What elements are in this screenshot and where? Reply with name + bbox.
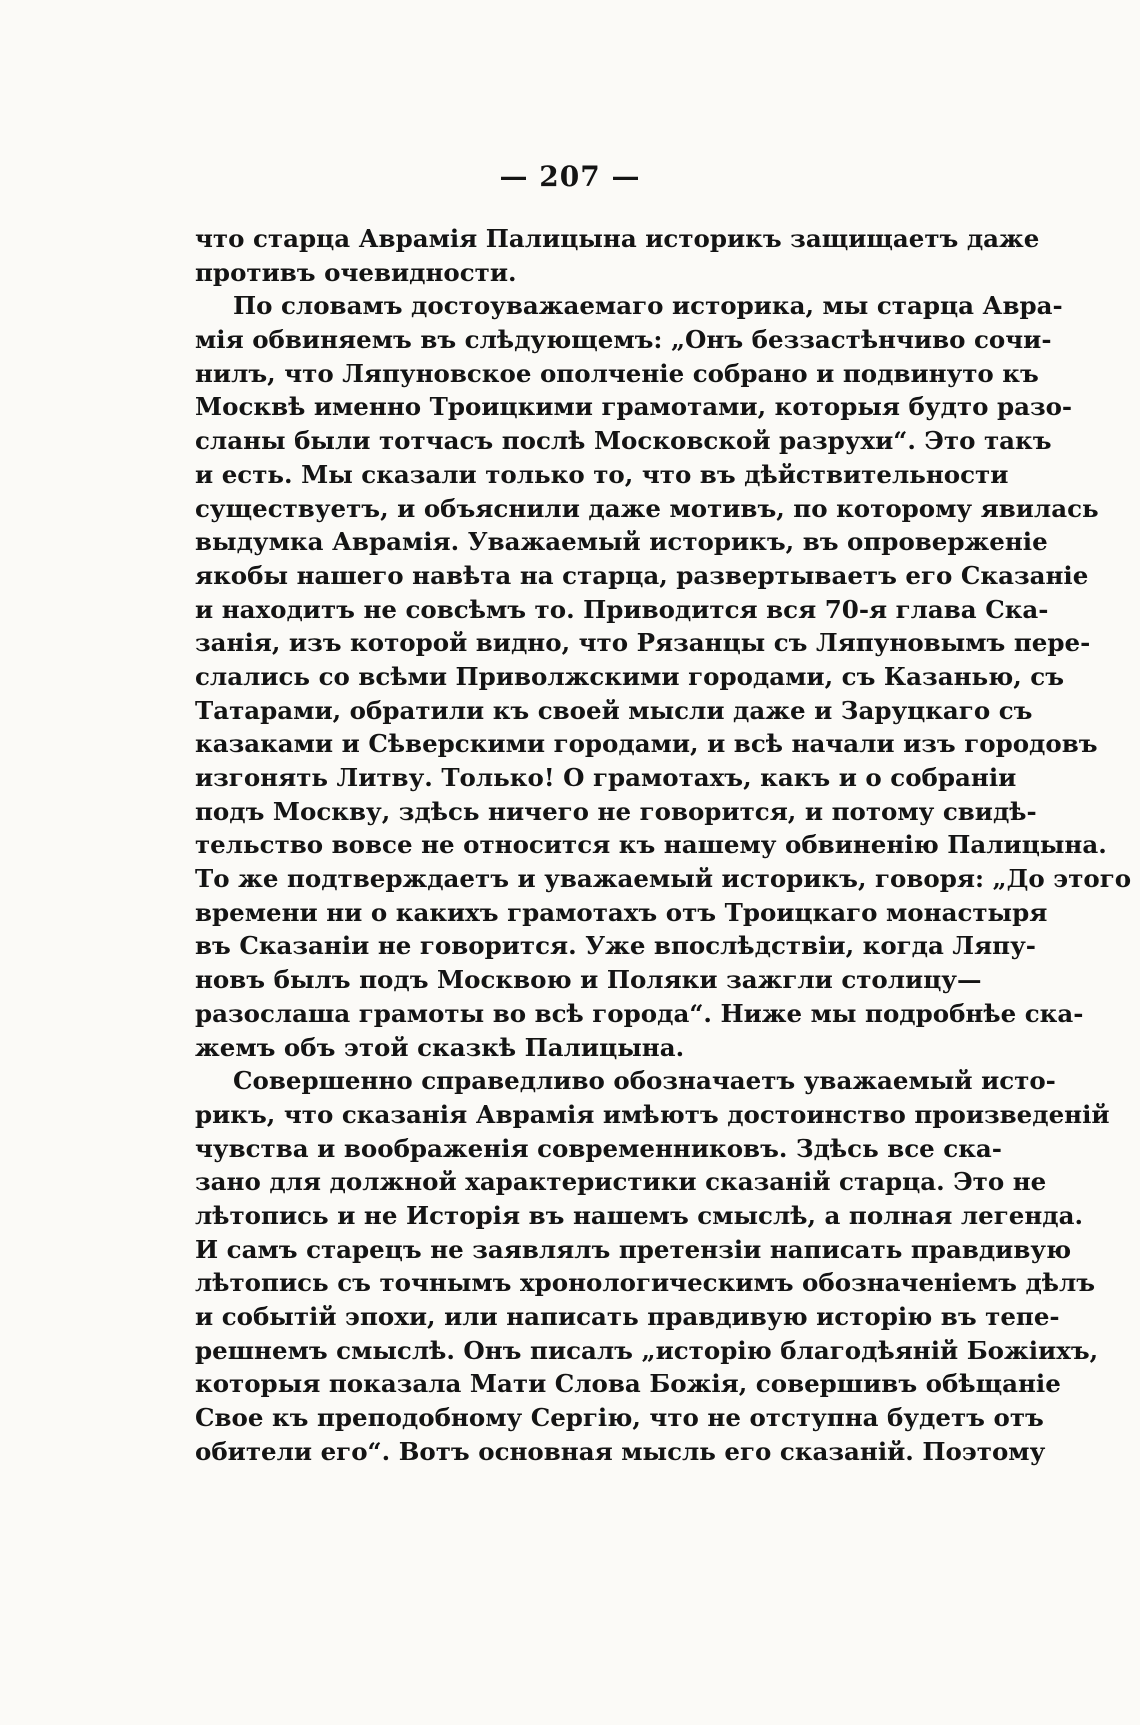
text-line: слались со всѣми Приволжскими городами, съ Казанью, съ [195,661,1065,691]
text-line: мія обвиняемъ въ слѣдующемъ: „Онъ беззастѣнчиво сочи- [195,325,1052,355]
text-line: якобы нашего навѣта на старца, развертываетъ его Сказаніе [195,560,1089,590]
text-line: Москвѣ именно Троицкими грамотами, которыя будто разо- [195,392,1073,422]
text-line: казаками и Сѣверскими городами, и всѣ начали изъ городовъ [195,729,1098,759]
page-number: — 207 — [499,160,641,193]
text-line: и есть. Мы сказали только то, что въ дѣйствительности [195,459,1009,489]
text-line: лѣтопись и не Исторія въ нашемъ смыслѣ, а полная легенда. [195,1200,1084,1230]
text-line: жемъ объ этой сказкѣ Палицына. [195,1032,685,1062]
text-line: которыя показала Мати Слова Божія, совершивъ обѣщаніе [195,1369,1061,1399]
text-line: существуетъ, и объяснили даже мотивъ, по которому явилась [195,493,1099,523]
text-line: что старца Аврамія Палицына историкъ защищаетъ даже [195,224,1040,253]
text-line: Татарами, обратили къ своей мысли даже и Заруцкаго съ [195,695,1033,725]
text-line: нилъ, что Ляпуновское ополченіе собрано и подвинуто къ [195,358,1039,388]
text-line: въ Сказаніи не говорится. Уже впослѣдствіи, когда Ляпу- [195,931,1036,961]
text-line: То же подтверждаетъ и уважаемый историкъ, говоря: „До этого [195,864,1132,894]
paragraph-start-line: Совершенно справедливо обозначаетъ уважаемый исто- [233,1066,1056,1096]
text-line: времени ни о какихъ грамотахъ отъ Троицкаго монастыря [195,897,1048,927]
text-line: новъ былъ подъ Москвою и Поляки зажгли столицу— [195,965,982,995]
body-text [195,222,1132,1468]
text-line: разослаша грамоты во всѣ города“. Ниже мы подробнѣе ска- [195,998,1084,1028]
text-line: чувства и воображенія современниковъ. Здѣсь все ска- [195,1133,1002,1163]
text-line: противъ очевидности. [195,257,517,287]
text-line: лѣтопись съ точнымъ хронологическимъ обозначеніемъ дѣлъ [195,1268,1096,1298]
text-line: сланы были тотчасъ послѣ Московской разрухи“. Это такъ [195,426,1052,456]
text-line: рикъ, что сказанія Аврамія имѣютъ достоинство произведеній [195,1099,1110,1129]
text-line: подъ Москву, здѣсь ничего не говорится, и потому свидѣ- [195,796,1037,826]
text-line: обители его“. Вотъ основная мысль его сказаній. Поэтому [195,1436,1046,1466]
text-line: тельство вовсе не относится къ нашему обвиненію Палицына. [195,830,1107,860]
text-line: зано для должной характеристики сказаній старца. Это не [195,1167,1047,1197]
paragraph-start-line: По словамъ достоуважаемаго историка, мы старца Авра- [233,291,1063,321]
text-line: Свое къ преподобному Сергію, что не отступна будетъ отъ [195,1403,1044,1433]
text-line: выдумка Аврамія. Уважаемый историкъ, въ опроверженіе [195,527,1048,557]
text-line: изгонять Литву. Только! О грамотахъ, какъ и о собраніи [195,763,1017,792]
text-line: И самъ старецъ не заявлялъ претензіи написать правдивую [195,1234,1072,1264]
text-line: и событій эпохи, или написать правдивую исторію въ тепе- [195,1302,1060,1331]
text-line: занія, изъ которой видно, что Рязанцы съ Ляпуновымъ пере- [195,628,1091,658]
text-line: и находитъ не совсѣмъ то. Приводится вся 70-я глава Ска- [195,594,1049,624]
text-line: решнемъ смыслѣ. Онъ писалъ „исторію благодѣяній Божіихъ, [195,1335,1099,1365]
